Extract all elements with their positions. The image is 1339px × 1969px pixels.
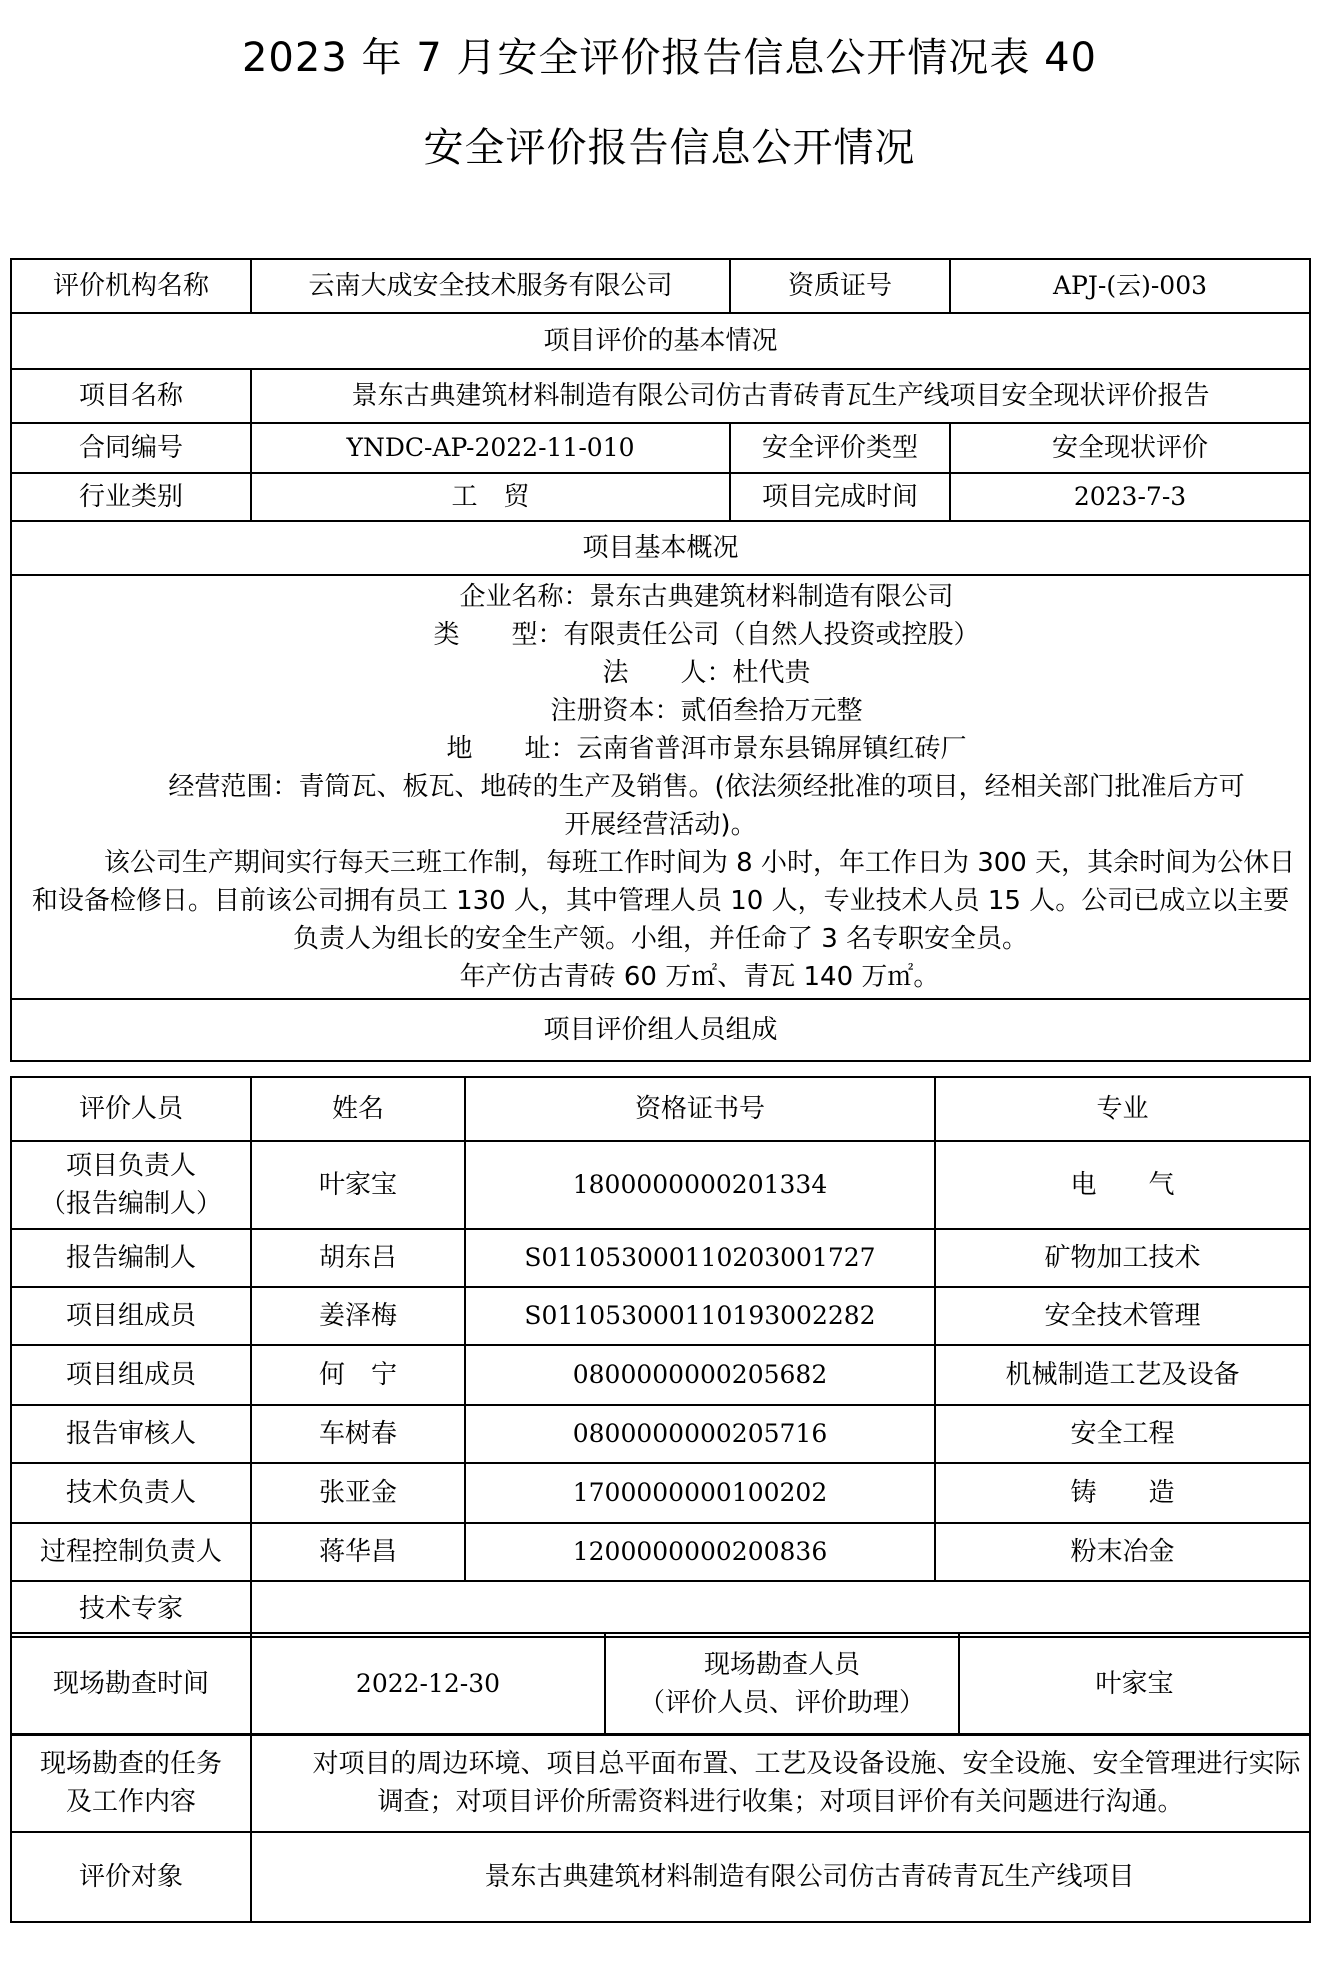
team-role: 技术负责人 (11, 1463, 251, 1523)
scope-value: 青筒瓦、板瓦、地砖的生产及销售。(依法须经批准的项目，经相关部门批准后方可 (298, 772, 1245, 802)
address-line (20, 730, 1301, 768)
type-label: 类 型： (433, 620, 564, 650)
team-major: 矿物加工技术 (935, 1229, 1310, 1287)
industry-label: 行业类别 (11, 473, 251, 521)
address-label: 地 址： (446, 734, 577, 764)
team-person: 胡东吕 (251, 1229, 465, 1287)
team-major: 安全工程 (935, 1405, 1310, 1463)
staff-label-line2: （评价人员、评价助理） (638, 1688, 925, 1718)
survey-table (10, 1632, 1311, 1736)
team-major: 铸 造 (935, 1463, 1310, 1523)
team-major: 机械制造工艺及设备 (935, 1345, 1310, 1405)
overview-row (11, 575, 1310, 999)
col-cert: 资格证书号 (465, 1077, 935, 1141)
basic-header-row (11, 313, 1310, 369)
project-name-label: 项目名称 (11, 369, 251, 423)
task-label-line: 现场勘查的任务 (39, 1749, 222, 1779)
table-row (11, 1141, 1310, 1229)
disclosure-table (10, 258, 1311, 1062)
survey-staff-value: 叶家宝 (959, 1633, 1310, 1735)
legal-value: 杜代贵 (732, 658, 811, 688)
table-row (11, 1229, 1310, 1287)
team-person: 车树春 (251, 1405, 465, 1463)
capital-line (20, 692, 1301, 730)
company-value: 景东古典建筑材料制造有限公司 (589, 582, 954, 612)
target-row (11, 1832, 1310, 1922)
task-label-line2: 及工作内容 (65, 1787, 196, 1817)
address-value: 云南省普洱市景东县锦屏镇红砖厂 (576, 734, 967, 764)
document-subtitle: 安全评价报告信息公开情况 (423, 125, 916, 171)
scope-label: 经营范围： (168, 772, 299, 802)
eval-type-value: 安全现状评价 (950, 423, 1310, 473)
done-value: 2023-7-3 (950, 473, 1310, 521)
col-major: 专业 (935, 1077, 1310, 1141)
survey-row (11, 1633, 1310, 1735)
expert-label: 技术专家 (11, 1581, 251, 1637)
document-title: 2023 年 7 月安全评价报告信息公开情况表 40 (241, 35, 1097, 81)
industry-row (11, 473, 1310, 521)
team-role: 项目组成员 (11, 1287, 251, 1345)
team-cert: 0800000000205682 (465, 1345, 935, 1405)
scope-line (20, 768, 1301, 806)
capital-label: 注册资本： (550, 696, 681, 726)
contract-label: 合同编号 (11, 423, 251, 473)
team-person: 姜泽梅 (251, 1287, 465, 1345)
table-row (11, 1463, 1310, 1523)
contract-row (11, 423, 1310, 473)
table-row (11, 1405, 1310, 1463)
survey-time-label: 现场勘查时间 (11, 1633, 251, 1735)
team-cert: S011053000110193002282 (465, 1287, 935, 1345)
team-cert: 1700000000100202 (465, 1463, 935, 1523)
capital-value: 贰佰叁拾万元整 (680, 696, 863, 726)
company-line (20, 578, 1301, 616)
target-label: 评价对象 (11, 1832, 251, 1922)
col-role: 评价人员 (11, 1077, 251, 1141)
staff-label-line: 现场勘查人员 (703, 1650, 860, 1680)
cert-value: APJ-(云)-003 (950, 259, 1310, 313)
target-value: 景东古典建筑材料制造有限公司仿古青砖青瓦生产线项目 (251, 1832, 1310, 1922)
legal-label: 法 人： (602, 658, 733, 688)
org-label: 评价机构名称 (11, 259, 251, 313)
task-value: 对项目的周边环境、项目总平面布置、工艺及设备设施、安全设施、安全管理进行实际调查；对项目评价所需资料进行收集；对项目评价有关问题进行沟通。 (251, 1734, 1310, 1832)
task-row (11, 1734, 1310, 1832)
task-table (10, 1733, 1311, 1923)
task-label (11, 1734, 251, 1832)
table-row (11, 1345, 1310, 1405)
eval-type-label: 安全评价类型 (730, 423, 950, 473)
team-cert: 1200000000200836 (465, 1523, 935, 1581)
operation-paragraph: 该公司生产期间实行每天三班工作制，每班工作时间为 8 小时，年工作日为 300 天，其余时间为公休日和设备检修日。目前该公司拥有员工 130 人，其中管理人员 10 人，专业技术人员 15 人。公司已成立以主要负责人为组长的安全生产领。小组，并任命了 3 名专职安全员。 (31, 848, 1296, 954)
role-line2: （报告编制人） (39, 1189, 222, 1219)
team-role: 报告审核人 (11, 1405, 251, 1463)
type-value: 有限责任公司（自然人投资或控股） (563, 620, 980, 650)
role-line: 项目负责人 (65, 1151, 196, 1181)
team-header-row (11, 999, 1310, 1061)
expert-value (251, 1581, 1310, 1637)
team-columns-row (11, 1077, 1310, 1141)
team-role: 报告编制人 (11, 1229, 251, 1287)
basic-header: 项目评价的基本情况 (11, 313, 1310, 369)
org-row (11, 259, 1310, 313)
scope-continuation: 开展经营活动)。 (564, 810, 757, 840)
done-label: 项目完成时间 (730, 473, 950, 521)
team-table (10, 1076, 1311, 1638)
team-person: 叶家宝 (251, 1141, 465, 1229)
table-row (11, 1523, 1310, 1581)
team-person: 何 宁 (251, 1345, 465, 1405)
team-role (11, 1141, 251, 1229)
type-line (20, 616, 1301, 654)
overview-header: 项目基本概况 (11, 521, 1310, 575)
table-row (11, 1287, 1310, 1345)
team-header: 项目评价组人员组成 (11, 999, 1310, 1061)
team-person: 张亚金 (251, 1463, 465, 1523)
team-cert: 0800000000205716 (465, 1405, 935, 1463)
project-name-row (11, 369, 1310, 423)
team-major: 粉末冶金 (935, 1523, 1310, 1581)
contract-value: YNDC-AP-2022-11-010 (251, 423, 730, 473)
survey-staff-label (605, 1633, 959, 1735)
project-name-value: 景东古典建筑材料制造有限公司仿古青砖青瓦生产线项目安全现状评价报告 (251, 369, 1310, 423)
team-cert: S011053000110203001727 (465, 1229, 935, 1287)
output-paragraph: 年产仿古青砖 60 万㎡、青瓦 140 万㎡。 (459, 962, 940, 992)
overview-content (11, 575, 1310, 999)
col-name: 姓名 (251, 1077, 465, 1141)
survey-time-value: 2022-12-30 (251, 1633, 605, 1735)
team-role: 项目组成员 (11, 1345, 251, 1405)
industry-value: 工 贸 (251, 473, 730, 521)
team-person: 蒋华昌 (251, 1523, 465, 1581)
expert-row (11, 1581, 1310, 1637)
overview-header-row (11, 521, 1310, 575)
team-cert: 1800000000201334 (465, 1141, 935, 1229)
company-label: 企业名称： (459, 582, 590, 612)
team-major: 安全技术管理 (935, 1287, 1310, 1345)
team-role: 过程控制负责人 (11, 1523, 251, 1581)
team-major: 电 气 (935, 1141, 1310, 1229)
legal-line (20, 654, 1301, 692)
cert-label: 资质证号 (730, 259, 950, 313)
org-value: 云南大成安全技术服务有限公司 (251, 259, 730, 313)
